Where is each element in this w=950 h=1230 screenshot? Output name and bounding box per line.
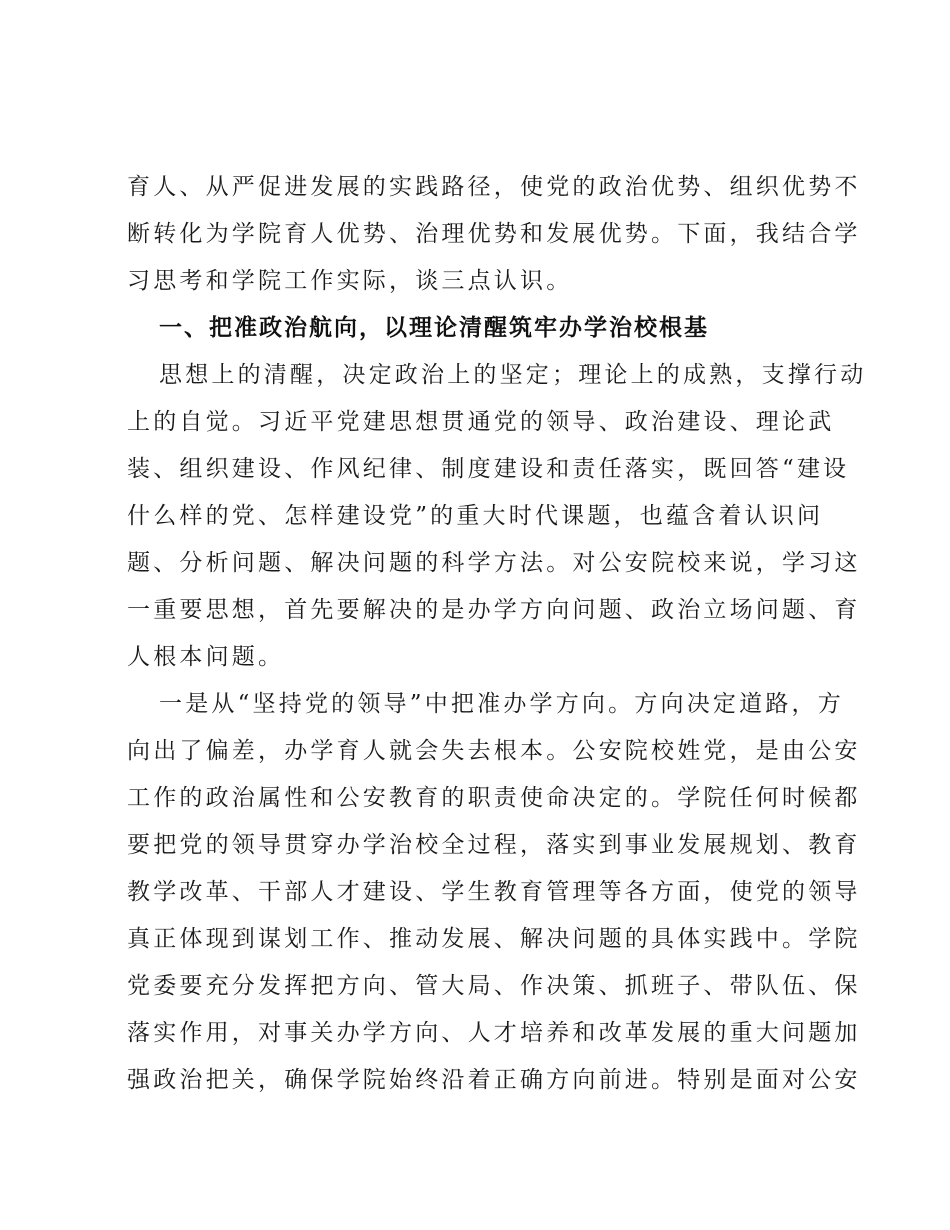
paragraph-line: 落实作用，对事关办学方向、人才培养和改革发展的重大问题加	[127, 1020, 861, 1046]
document-body	[127, 164, 867, 1104]
paragraph-line: 要把党的领导贯穿办学治校全过程，落实到事业发展规划、教育	[127, 832, 861, 858]
paragraph-line: 装、组织建设、作风纪律、制度建设和责任落实，既回答“建设	[127, 456, 850, 482]
paragraph-line: 思想上的清醒，决定政治上的坚定；理论上的成熟，支撑行动	[159, 362, 867, 388]
paragraph-line: 上的自觉。习近平党建思想贯通党的领导、政治建设、理论武	[127, 409, 835, 435]
paragraph-line: 习思考和学院工作实际，谈三点认识。	[127, 268, 573, 294]
paragraph-line: 真正体现到谋划工作、推动发展、解决问题的具体实践中。学院	[127, 926, 861, 952]
paragraph-line: 题、分析问题、解决问题的科学方法。对公安院校来说，学习这	[127, 550, 861, 576]
paragraph-line: 教学改革、干部人才建设、学生教育管理等各方面，使党的领导	[127, 879, 861, 905]
paragraph-line: 党委要充分发挥把方向、管大局、作决策、抓班子、带队伍、保	[127, 973, 861, 999]
paragraph-line: 强政治把关，确保学院始终沿着正确方向前进。特别是面对公安	[127, 1067, 861, 1093]
section-heading: 一、把准政治航向，以理论清醒筑牢办学治校根基	[159, 315, 709, 341]
paragraph-line: 人根本问题。	[127, 644, 285, 670]
paragraph-line: 一是从“坚持党的领导”中把准办学方向。方向决定道路，方	[159, 691, 844, 717]
paragraph-line: 什么样的党、怎样建设党”的重大时代课题，也蕴含着认识问	[127, 503, 824, 529]
paragraph-line: 工作的政治属性和公安教育的职责使命决定的。学院任何时候都	[127, 785, 861, 811]
paragraph-line: 一重要思想，首先要解决的是办学方向问题、政治立场问题、育	[127, 597, 861, 623]
paragraph-line: 断转化为学院育人优势、治理优势和发展优势。下面，我结合学	[127, 221, 861, 247]
paragraph-line: 向出了偏差，办学育人就会失去根本。公安院校姓党，是由公安	[127, 738, 861, 764]
paragraph-line: 育人、从严促进发展的实践路径，使党的政治优势、组织优势不	[127, 174, 861, 200]
